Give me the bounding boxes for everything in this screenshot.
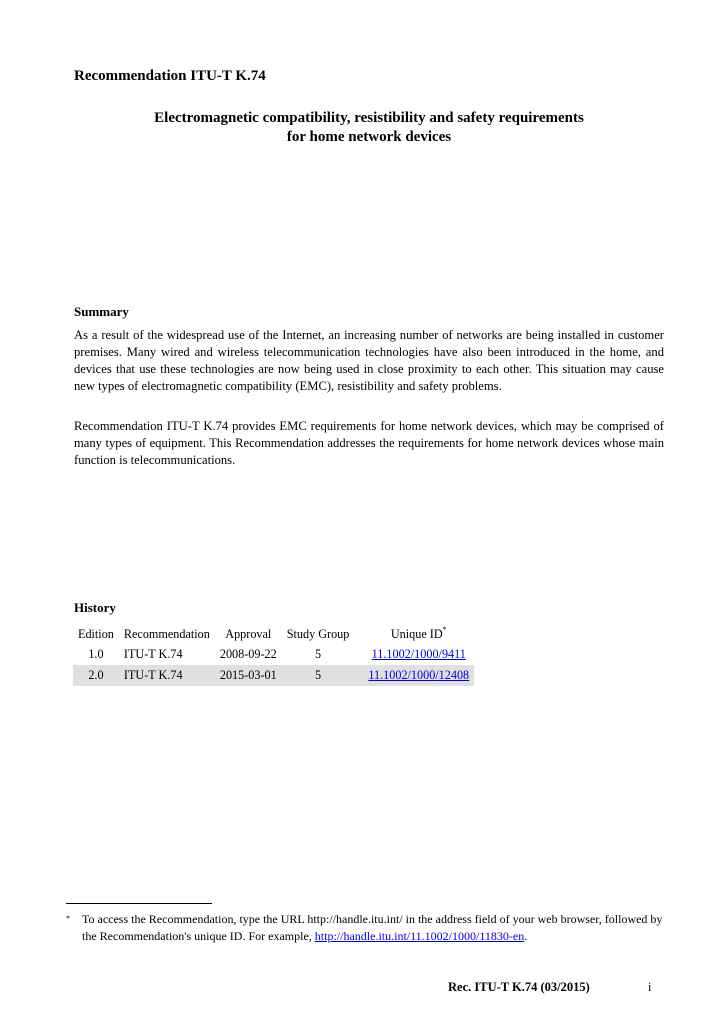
- unique-id-link[interactable]: 11.1002/1000/12408: [368, 668, 470, 682]
- footnote-example-link[interactable]: http://handle.itu.int/11.1002/1000/11830-en: [314, 929, 525, 943]
- column-header-unique-id: [354, 624, 474, 644]
- footnote-reference-mark: *: [442, 624, 447, 634]
- cell-recommendation: ITU-T K.74: [123, 647, 183, 661]
- footnote-text: [82, 911, 664, 945]
- footer-citation: Rec. ITU-T K.74 (03/2015): [448, 980, 590, 994]
- cell-study-group: 5: [282, 665, 355, 686]
- document-title: [74, 109, 664, 147]
- footnote-text-after-link: .: [524, 929, 528, 943]
- cell-edition: 2.0: [73, 665, 119, 686]
- cell-edition: 1.0: [88, 647, 104, 661]
- recommendation-heading: Recommendation ITU-T K.74: [74, 68, 266, 84]
- cell-approval: 2008-09-22: [219, 647, 277, 661]
- summary-paragraph-1: As a result of the widespread use of the Internet, an increasing number of networks are being installed in customer premises. Many wired and wireless telecommunication technologies have also been introduced in the home, and devices that use these technologies are now being used in close proximity to each other. This situation may cause new types of electromagnetic compatibility (EMC), resistibility and safety problems.: [74, 328, 664, 393]
- summary-paragraph-2: Recommendation ITU-T K.74 provides EMC requirements for home network devices, which may be comprised of many types of equipment. This Recommendation addresses the requirements for home network devices whose main function is telecommunications.: [74, 419, 664, 467]
- unique-id-label: Unique ID: [390, 626, 443, 641]
- page-number: i: [648, 980, 652, 994]
- cell-approval: 2015-03-01: [215, 665, 282, 686]
- history-table: [73, 624, 474, 686]
- history-heading: History: [74, 600, 116, 615]
- column-header-recommendation: Recommendation: [123, 626, 210, 641]
- column-header-edition: Edition: [78, 626, 114, 641]
- history-table-header-row: [73, 624, 474, 644]
- footnote-mark: *: [66, 914, 70, 923]
- table-row: [73, 665, 474, 686]
- summary-heading: Summary: [74, 304, 129, 319]
- column-header-approval: Approval: [225, 626, 272, 641]
- cell-unique-id: [354, 644, 474, 665]
- cell-recommendation: ITU-T K.74: [119, 665, 215, 686]
- cell-unique-id: [354, 665, 474, 686]
- cell-study-group: 5: [315, 647, 322, 661]
- footnote-separator: [66, 903, 212, 904]
- column-header-study-group: Study Group: [286, 626, 350, 641]
- unique-id-link[interactable]: 11.1002/1000/9411: [371, 647, 466, 661]
- document-title-line-1: Electromagnetic compatibility, resistibility and safety requirements: [154, 110, 584, 126]
- footnote: [66, 911, 664, 945]
- table-row: [73, 644, 474, 665]
- footnote-text-before-link: To access the Recommendation, type the URL http://handle.itu.int/ in the address field of your web browser, followed by the Recommendation's unique ID. For example,: [82, 912, 663, 943]
- document-title-line-2: for home network devices: [286, 129, 452, 145]
